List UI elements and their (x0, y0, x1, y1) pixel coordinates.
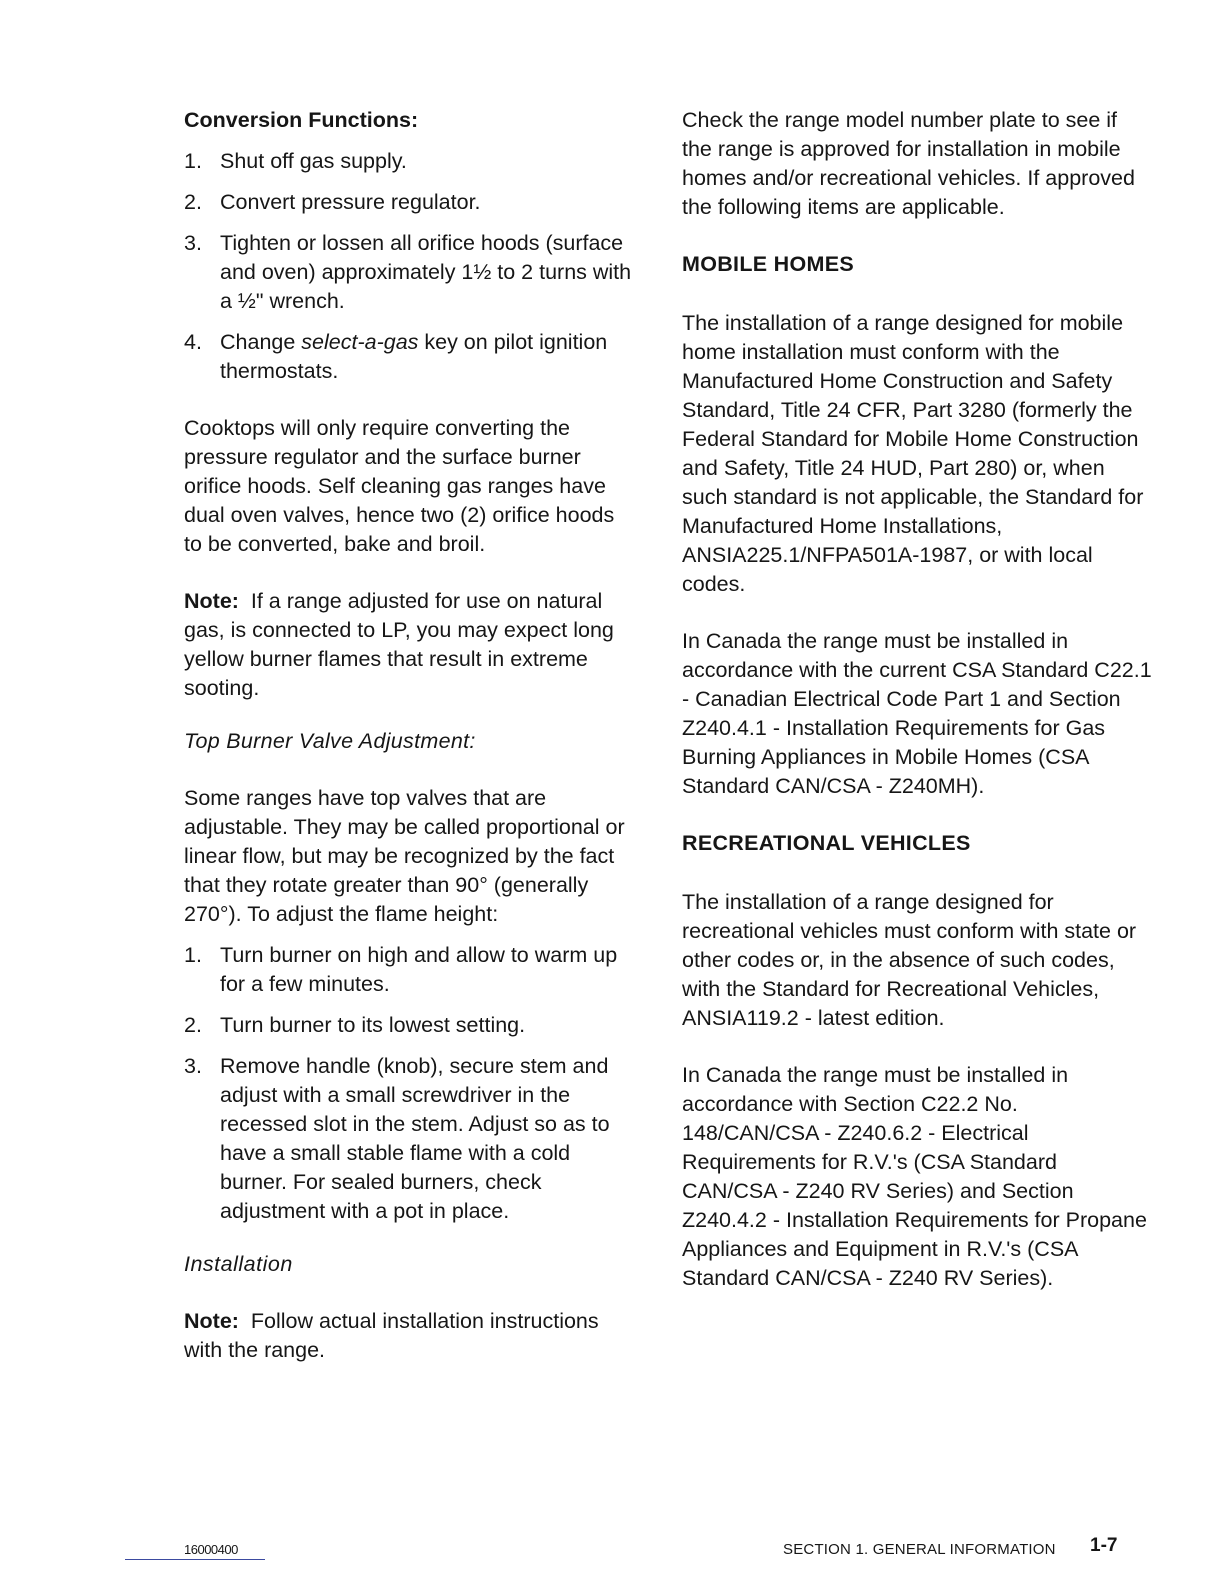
step-number: 1. (184, 943, 202, 967)
top-burner-intro: Some ranges have top valves that are adjustable. They may be called proportional or linear flow, but may be recognized by the fact that they rotate greater than 90° (generally 270°). To adjust the flame height: (184, 786, 625, 926)
step-text: Turn burner to its lowest setting. (220, 1013, 526, 1037)
adjust-steps-list (184, 941, 634, 1226)
mobile-homes-paragraph-2: In Canada the range must be installed in accordance with the current CSA Standard C22.1 - Canadian Electrical Code Part 1 and Section Z240.4.1 - Installation Requirements for Gas Burning Appliances in Mobile Homes (CSA Standard CAN/CSA - Z240MH). (682, 629, 1152, 798)
conversion-step-2 (184, 188, 634, 217)
step-text: Tighten or lossen all orifice hoods (surface and oven) approximately 1½ to 2 turns with a ½" wrench. (220, 231, 632, 313)
note-label: Note: (184, 589, 239, 613)
adjust-step-3 (184, 1052, 634, 1226)
mobile-homes-heading: MOBILE HOMES (682, 252, 855, 276)
conversion-steps-list (184, 147, 634, 386)
right-column (682, 106, 1152, 1293)
top-burner-heading: Top Burner Valve Adjustment: (184, 729, 476, 753)
recreational-vehicles-heading: RECREATIONAL VEHICLES (682, 831, 971, 855)
step-number: 3. (184, 231, 202, 255)
cooktops-paragraph: Cooktops will only require converting the pressure regulator and the surface burner orifice hoods. Self cleaning gas ranges have dual oven valves, hence two (2) orifice hoods to be converted, bake and broil. (184, 416, 615, 556)
adjust-step-2 (184, 1011, 634, 1040)
note-natural-gas (184, 587, 634, 703)
step-text-post: key on pilot ignition thermostats. (220, 330, 608, 383)
step-number: 4. (184, 330, 202, 354)
conversion-step-1 (184, 147, 634, 176)
document-number: 16000400 (184, 1542, 238, 1557)
conversion-functions-heading: Conversion Functions: (184, 108, 419, 132)
conversion-step-4 (184, 328, 634, 386)
adjust-step-1 (184, 941, 634, 999)
select-a-gas-term: select-a-gas (301, 330, 419, 354)
note-installation (184, 1307, 634, 1365)
footer-section-title: SECTION 1. GENERAL INFORMATION (783, 1541, 1056, 1558)
rv-paragraph-1: The installation of a range designed for recreational vehicles must conform with state or other codes or, in the absence of such codes, with the Standard for Recreational Vehicles, ANSIA119.2 - latest edition. (682, 890, 1137, 1030)
mobile-homes-paragraph-1: The installation of a range designed for mobile home installation must conform with the Manufactured Home Construction and Safety Standard, Title 24 CFR, Part 3280 (formerly the Federal Standard for Mobile Home Construction and Safety, Title 24 HUD, Part 280) or, when such standard is not applicable, the Standard for Manufactured Home Installations, ANSIA225.1/NFPA501A-1987, or with local codes. (682, 311, 1144, 596)
step-text-pre: Change (220, 330, 302, 354)
note-label: Note: (184, 1309, 239, 1333)
note-text: If a range adjusted for use on natural gas, is connected to LP, you may expect long yellow burner flames that result in extreme sooting. (184, 589, 614, 700)
step-number: 1. (184, 149, 202, 173)
step-text: Convert pressure regulator. (220, 190, 481, 214)
approval-intro: Check the range model number plate to see if the range is approved for installation in mobile homes and/or recreational vehicles. If approved the following items are applicable. (682, 108, 1135, 219)
conversion-step-3 (184, 229, 634, 316)
step-text: Turn burner on high and allow to warm up for a few minutes. (220, 943, 618, 996)
step-number: 2. (184, 190, 202, 214)
page-number: 1-7 (1090, 1535, 1118, 1556)
step-text: Shut off gas supply. (220, 149, 407, 173)
step-number: 2. (184, 1013, 202, 1037)
step-text: Remove handle (knob), secure stem and adjust with a small screwdriver in the recessed slot in the stem. Adjust so as to have a small stable flame with a cold burner. For sealed burners, check adjustment with a pot in place. (220, 1054, 610, 1223)
rv-paragraph-2: In Canada the range must be installed in accordance with Section C22.2 No. 148/CAN/CSA - Z240.6.2 - Electrical Requirements for R.V.'s (CSA Standard CAN/CSA - Z240 RV Series) and Section Z240.4.2 - Installation Requirements for Propane Appliances and Equipment in R.V.'s (CSA Standard CAN/CSA - Z240 RV Series). (682, 1063, 1147, 1290)
left-column (184, 106, 634, 1365)
step-number: 3. (184, 1054, 202, 1078)
installation-heading: Installation (184, 1252, 293, 1276)
document-number-underline (125, 1559, 265, 1560)
note-text: Follow actual installation instructions with the range. (184, 1309, 599, 1362)
